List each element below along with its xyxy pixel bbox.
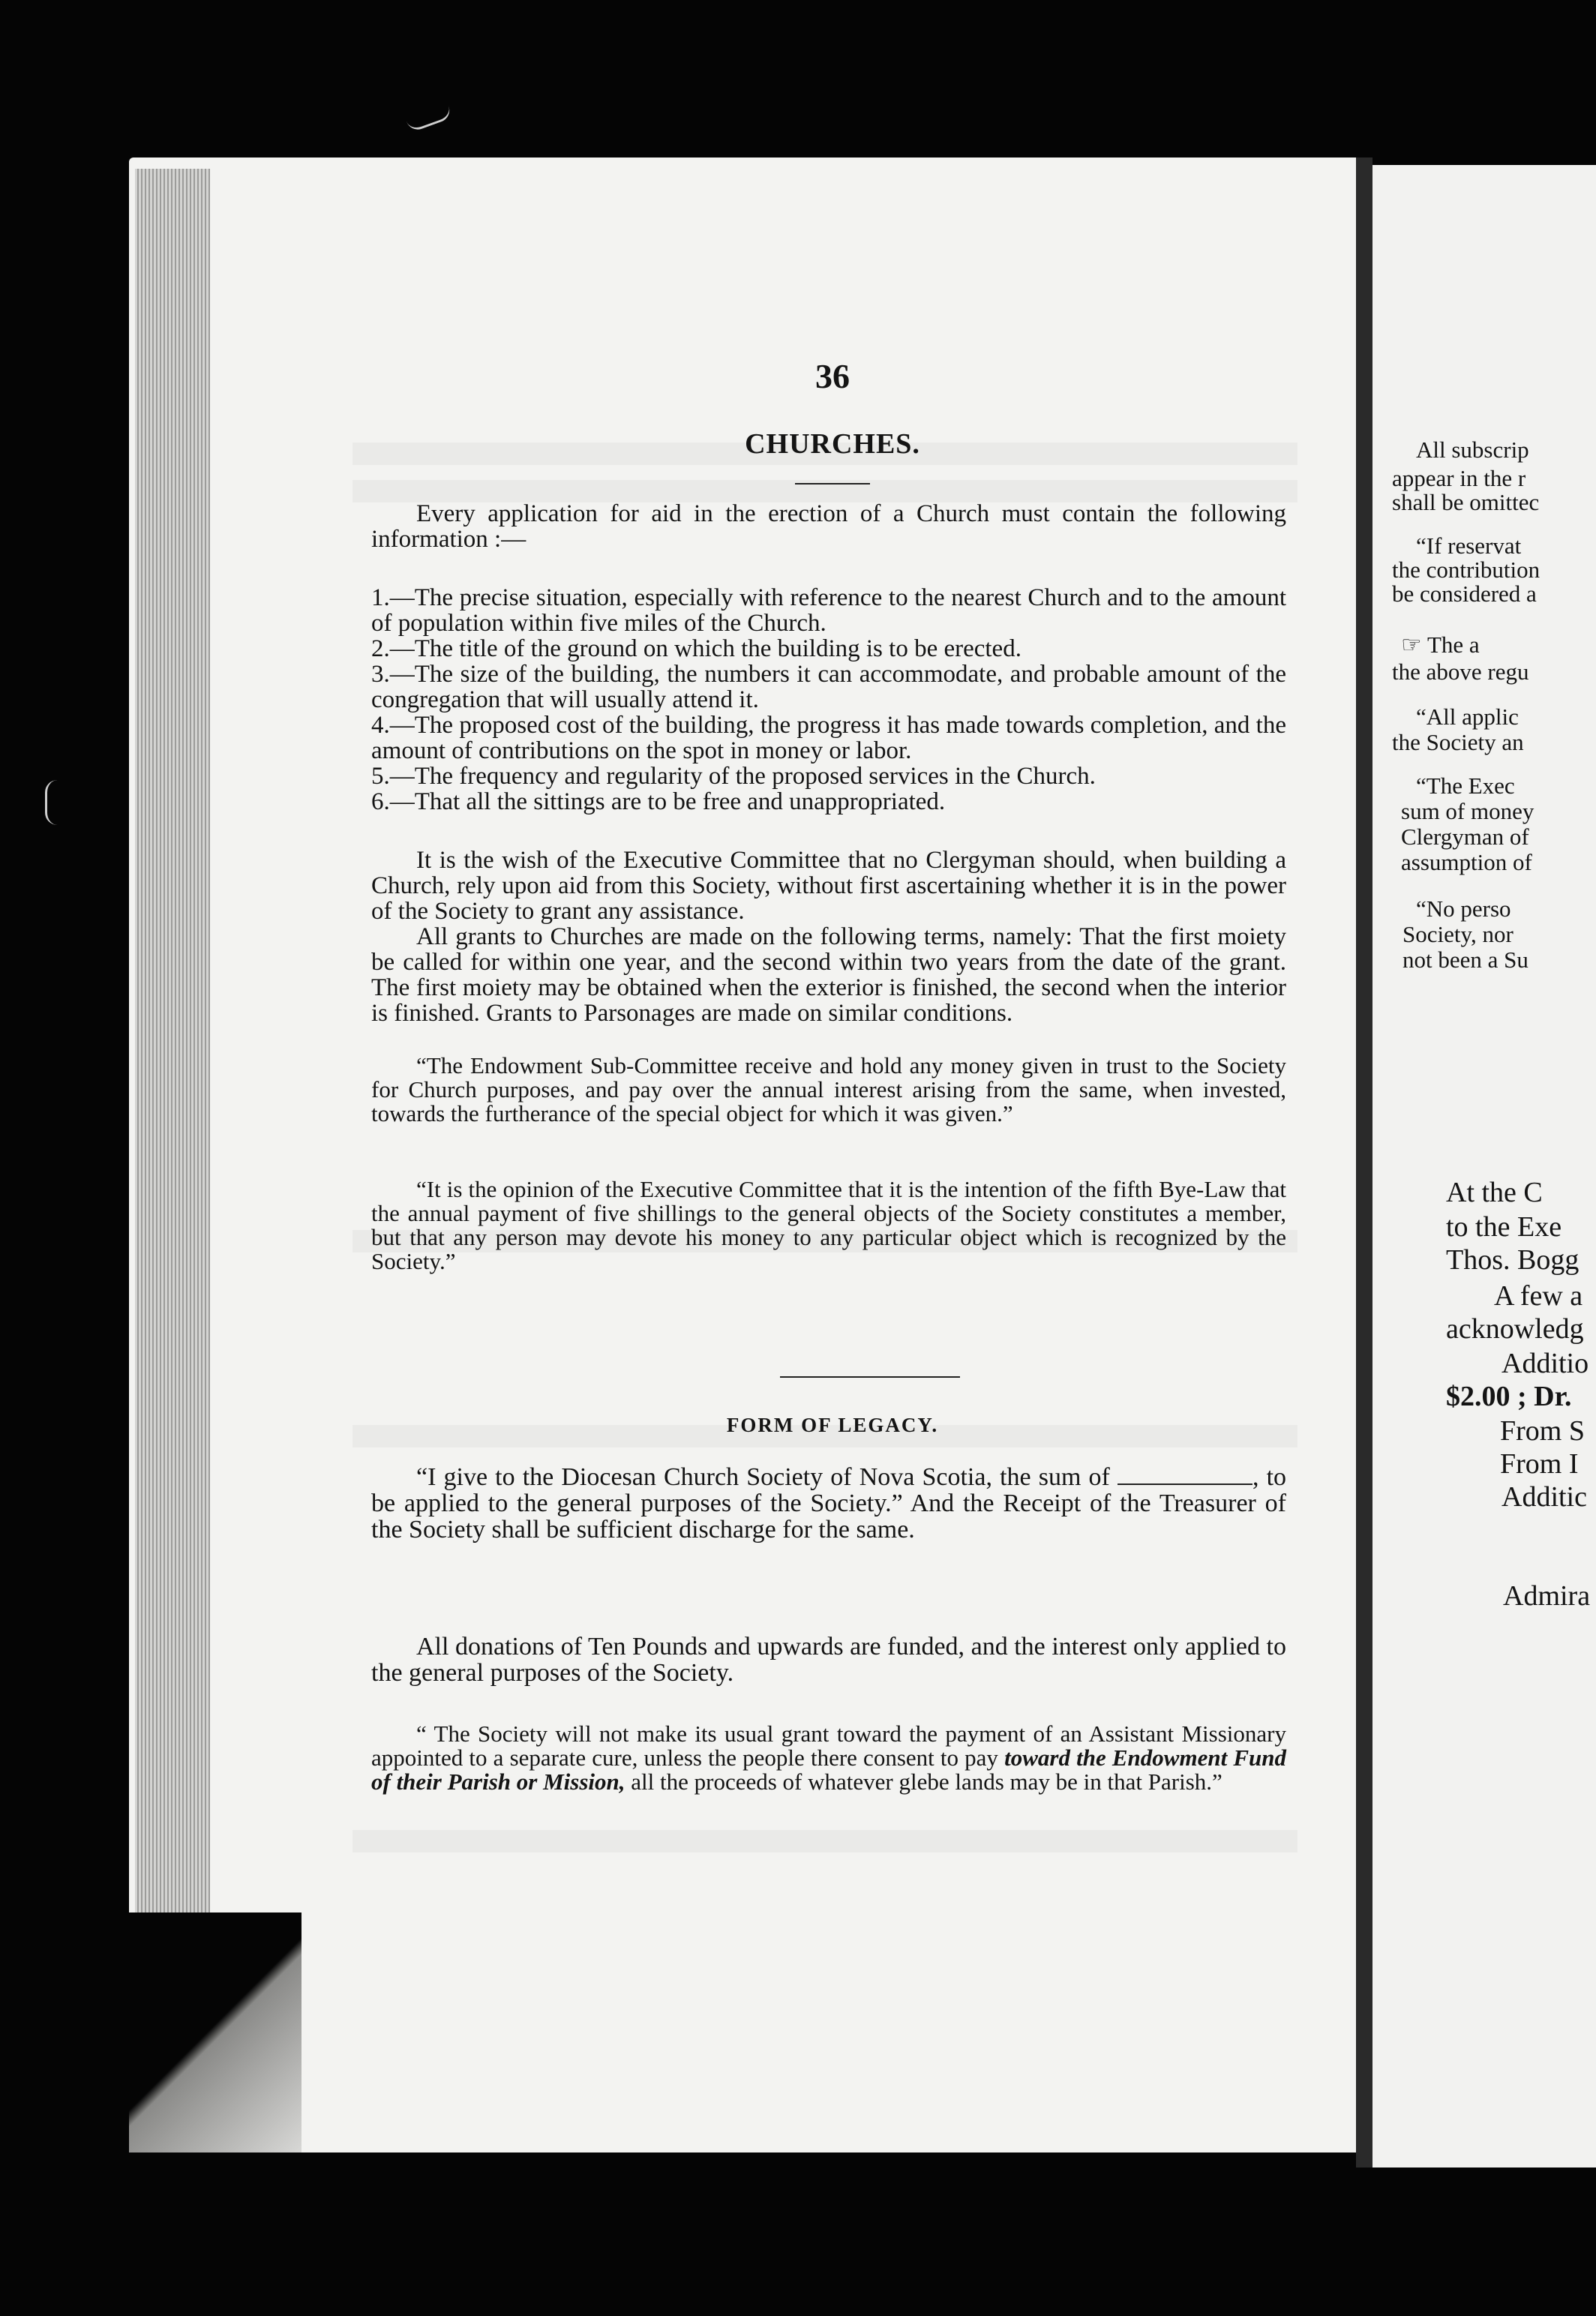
assistant-quote-end: all the proceeds of whatever glebe lands may be in that Parish.”	[625, 1768, 1222, 1795]
legacy-text	[371, 1464, 1286, 1543]
list-item: 2.—The title of the ground on which the building is to be erected.	[371, 635, 1022, 662]
wish-paragraph: It is the wish of the Executive Committee that no Clergyman should, when building a Church, rely upon aid from this Society, without first ascertaining whether it is in the power of the Society to grant any assistance.	[371, 847, 1286, 925]
right-line: assumption of	[1401, 849, 1532, 875]
title-rule	[795, 483, 870, 484]
list-item: 4.—The proposed cost of the building, the progress it has made towards completion, and the amount of contributions on the spot in money or labor.	[371, 712, 1286, 764]
assistant-quote	[371, 1722, 1286, 1794]
list-item: 3.—The size of the building, the numbers it can accommodate, and probable amount of the congregation that will usually attend it.	[371, 661, 1286, 713]
endowment-quote: “The Endowment Sub-Committee receive and hold any money given in trust to the Society for Church purposes, and pay over the annual interest arising from the same, when invested, towards the furtherance of the special object for which it was given.”	[371, 1052, 1286, 1126]
right-line: Clergyman of	[1401, 824, 1529, 850]
right-line: From S	[1500, 1415, 1585, 1447]
opinion-quote: “It is the opinion of the Executive Committee that it is the intention of the fifth Bye-Law that the annual payment of five shillings to the general objects of the Society constitutes a member, but that any person may devote his money to any particular object which is recognized by the Society.”	[371, 1176, 1286, 1274]
legacy-amount-blank	[1118, 1468, 1252, 1485]
right-line: the Society an	[1392, 729, 1524, 755]
right-line: ☞ The a	[1401, 632, 1480, 658]
right-line: appear in the r	[1392, 465, 1526, 491]
right-line: the above regu	[1392, 658, 1529, 685]
right-page-column	[1392, 436, 1596, 2088]
list-item: 6.—That all the sittings are to be free and unappropriated.	[371, 788, 946, 815]
right-line: acknowledg	[1446, 1313, 1584, 1345]
donations-paragraph: All donations of Ten Pounds and upwards are funded, and the interest only applied to the general purposes of the Society.	[371, 1633, 1286, 1687]
right-line: the contribution	[1392, 556, 1540, 583]
right-line: sum of money	[1401, 798, 1534, 824]
scratch-mark	[45, 780, 70, 825]
right-line: Admira	[1503, 1580, 1591, 1612]
right-line: A few a	[1494, 1280, 1583, 1312]
right-line: be considered a	[1392, 580, 1537, 607]
right-line: Society, nor	[1402, 921, 1514, 947]
right-line: “The Exec	[1416, 772, 1515, 799]
right-line: $2.00 ; Dr.	[1446, 1381, 1572, 1412]
right-line: not been a Su	[1402, 946, 1528, 973]
book-gutter	[1356, 158, 1372, 2168]
right-line: Thos. Bogg	[1446, 1244, 1580, 1276]
legacy-start: “I give to the Diocesan Church Society of Nova Scotia, the sum of	[416, 1463, 1110, 1491]
list-item: 1.—The precise situation, especially with reference to the nearest Church and to the amount of population within five miles of the Church.	[371, 584, 1286, 637]
list-item: 5.—The frequency and regularity of the proposed services in the Church.	[371, 763, 1096, 790]
assistant-quote-start: “ The Society will not make its usual grant toward the payment of an Assistant Missionary appointed to a separate cure, unless the people there consent to pay	[371, 1720, 1286, 1771]
right-line: Additic	[1502, 1481, 1587, 1513]
right-line: “No perso	[1416, 896, 1511, 922]
scratch-mark	[402, 94, 453, 134]
right-line: “All applic	[1416, 704, 1519, 730]
page-edge	[135, 169, 210, 2149]
intro-paragraph: Every application for aid in the erection of a Church must contain the following information :—	[371, 500, 1286, 553]
right-line: “If reservat	[1416, 532, 1522, 559]
form-heading: FORM OF LEGACY.	[726, 1414, 939, 1436]
right-line: to the Exe	[1446, 1211, 1562, 1243]
section-title: CHURCHES.	[745, 428, 920, 460]
right-line: At the C	[1446, 1177, 1543, 1208]
legacy-end: , to be applied to the general purposes of the Society.” And the Receipt of the Treasurer of the Society shall be sufficient discharge for the same.	[371, 1463, 1287, 1544]
right-line: All subscrip	[1416, 436, 1529, 463]
grants-paragraph: All grants to Churches are made on the following terms, namely: That the first moiety be called for within one year, and the second within two years from the date of the grant. The first moiety may be obtained when the exterior is finished, the second when the interior is finished. Grants to Parsonages are made on similar conditions.	[371, 923, 1286, 1027]
right-line: From I	[1500, 1448, 1579, 1480]
right-line: shall be omittec	[1392, 489, 1540, 515]
assistant-quote-italic: toward the Endowment Fund of their Parish or Mission,	[371, 1744, 1286, 1795]
section-divider	[780, 1376, 960, 1378]
book-corner-shadow	[129, 1912, 302, 2152]
bleed-through	[352, 1830, 1298, 1852]
page-number: 36	[815, 357, 850, 395]
right-line: Additio	[1502, 1348, 1589, 1379]
